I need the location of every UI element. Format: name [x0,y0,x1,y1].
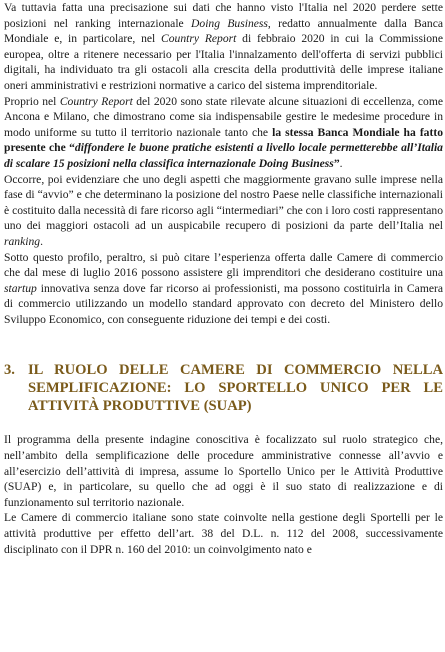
section-heading [4,361,443,415]
paragraph-startup [4,250,443,328]
bold-text: la stessa Banca Mondiale ha fatto presente che “ [4,125,443,155]
bold-text: ” [333,156,340,170]
paragraph-text: Va tuttavia fatta una precisazione sui dati che hanno visto l'Italia nel 2020 perdere sette posizioni nel ranking internazionale [4,1,443,30]
paragraph-text: del 2020 sono state rilevate alcune situazioni di eccellenza, come Ancona e Milano, che dimostrano come sia indispensabile gestire le medesime procedure in modo uniforme su tutto il territorio nazionale tanto che [4,94,443,139]
bold-italic-quote: diffondere le buone pratiche esistenti a livello locale permetterebbe all’Italia di scalare 15 posizioni nella classifica internazionale Doing Business [4,141,443,170]
document-page [4,0,443,557]
paragraph-text: . [40,234,43,248]
section-title: IL RUOLO DELLE CAMERE DI COMMERCIO NELLA SEMPLIFICAZIONE: LO SPORTELLO UNICO PER LE ATTIVITÀ PRODUTTIVE (SUAP) [28,362,443,415]
paragraph-suap-camere: Le Camere di commercio italiane sono state coinvolte nella gestione degli Sportelli per le attività produttive per effetto dell’art. 38 del D.L. n. 112 del 2008, successivamente disciplinato con il DPR n. 160 del 2010: un coinvolgimento nato e [4,511,443,556]
paragraph-text: di febbraio 2020 in cui la Commissione europea, oltre a ritenere necessario per l'Italia l'innalzamento dell'offerta di servizi pubblici digitali, ha individuato tra gli ostacoli alla crescita della produttività delle imprese italiane oneri amministrativi e restrizioni normative a carico del sistema imprenditoriale. [4,32,443,92]
paragraph-text: Occorre, poi evidenziare che uno degli aspetti che maggiormente gravano sulle imprese nella fase di “avvio” e che determinano la posizione del nostro Paese nelle classifiche internazionali è costituito dalla necessità di fare ricorso agli “intermediari” che con i loro costi rappresentano uno dei maggiori ostacoli ad un auspicabile recupero di posizioni da parte dell’Italia nel [4,172,443,233]
italic-term: ranking [4,234,41,248]
paragraph-intermediari [4,172,443,250]
paragraph-text: . [339,156,343,170]
paragraph-country-report [4,94,443,172]
paragraph-text: , redatto annualmente dalla Banca Mondiale e, in particolare, nel [4,16,444,46]
paragraph-text: Proprio nel [4,94,60,108]
paragraph-text: innovativa senza dove far ricorso ai professionisti, ma possono costituirla in Camera di commercio utilizzando un modello standard approvato con decreto del Ministero dello Sviluppo Economico, con conseguente riduzione dei tempi e dei costi. [4,281,443,326]
paragraph-doing-business-ranking [4,0,443,94]
paragraph-text: Sotto questo profilo, peraltro, si può citare l’esperienza offerta dalle Camere di commercio che dal mese di luglio 2016 possono assistere gli imprenditori che desiderano costituire una [4,250,443,280]
section-spacer [4,415,443,432]
italic-term: Doing Business [191,16,268,30]
section-number: 3. [4,362,15,379]
italic-term: startup [4,281,37,295]
italic-term: Country Report [161,32,237,46]
section-spacer [4,327,443,361]
italic-term: Country Report [59,94,133,108]
paragraph-suap-programma: Il programma della presente indagine conoscitiva è focalizzato sul ruolo strategico che, nell’ambito della semplificazione delle procedure amministrative connesse all’avvio e all’esercizio dell’attività di impresa, assume lo Sportello Unico per le Attività Produttive (SUAP) e, in particolare, su quello che ad oggi è il suo stato di realizzazione e di funzionamento sul territorio nazionale. [4,433,443,509]
